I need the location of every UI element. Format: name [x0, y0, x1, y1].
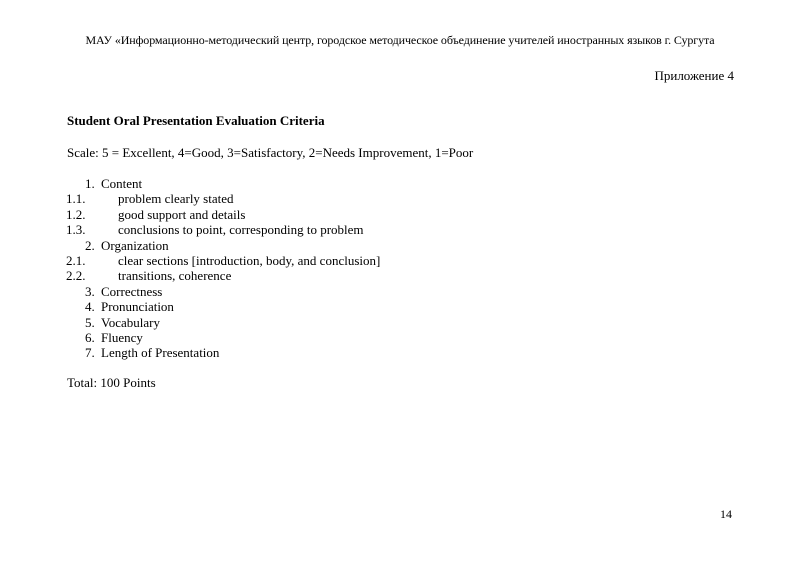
list-item — [66, 345, 380, 360]
item-text: Fluency — [101, 329, 143, 345]
item-number: 1.1. — [66, 191, 86, 207]
item-number: 2. — [85, 237, 95, 253]
item-number: 1. — [85, 176, 95, 191]
document-header: МАУ «Информационно-методический центр, городское методическое объединение учителей иностранных языков г. Сургута — [85, 33, 715, 47]
list-item — [66, 222, 380, 237]
document-title: Student Oral Presentation Evaluation Criteria — [67, 113, 325, 128]
list-item — [66, 268, 380, 283]
list-item — [66, 284, 380, 299]
list-item — [66, 238, 380, 253]
item-number: 3. — [85, 283, 95, 299]
item-number: 5. — [85, 314, 95, 330]
criteria-list — [66, 176, 380, 361]
list-item — [66, 253, 380, 268]
item-text: transitions, coherence — [118, 268, 232, 284]
total-points: Total: 100 Points — [67, 375, 156, 390]
item-text: clear sections [introduction, body, and conclusion] — [118, 252, 381, 268]
item-text: Pronunciation — [101, 299, 174, 315]
item-text: Correctness — [101, 283, 163, 299]
item-number: 2.1. — [66, 252, 86, 268]
item-text: problem clearly stated — [118, 191, 234, 207]
item-text: conclusions to point, corresponding to problem — [118, 222, 364, 238]
list-item — [66, 207, 380, 222]
item-number: 4. — [85, 299, 95, 315]
appendix-label: Приложение 4 — [654, 68, 734, 83]
list-item — [66, 191, 380, 206]
scale-description: Scale: 5 = Excellent, 4=Good, 3=Satisfactory, 2=Needs Improvement, 1=Poor — [67, 145, 474, 160]
item-text: Content — [101, 176, 143, 191]
list-item — [66, 315, 380, 330]
item-number: 1.2. — [66, 206, 86, 222]
item-text: good support and details — [118, 206, 246, 222]
item-text: Organization — [101, 237, 169, 253]
list-item — [66, 299, 380, 314]
item-text: Vocabulary — [101, 314, 160, 330]
item-number: 7. — [85, 345, 95, 361]
item-number: 2.2. — [66, 268, 86, 284]
item-number: 1.3. — [66, 222, 86, 238]
list-item — [66, 330, 380, 345]
item-number: 6. — [85, 329, 95, 345]
item-text: Length of Presentation — [101, 345, 220, 361]
page-number: 14 — [720, 507, 732, 521]
list-item — [66, 176, 380, 191]
